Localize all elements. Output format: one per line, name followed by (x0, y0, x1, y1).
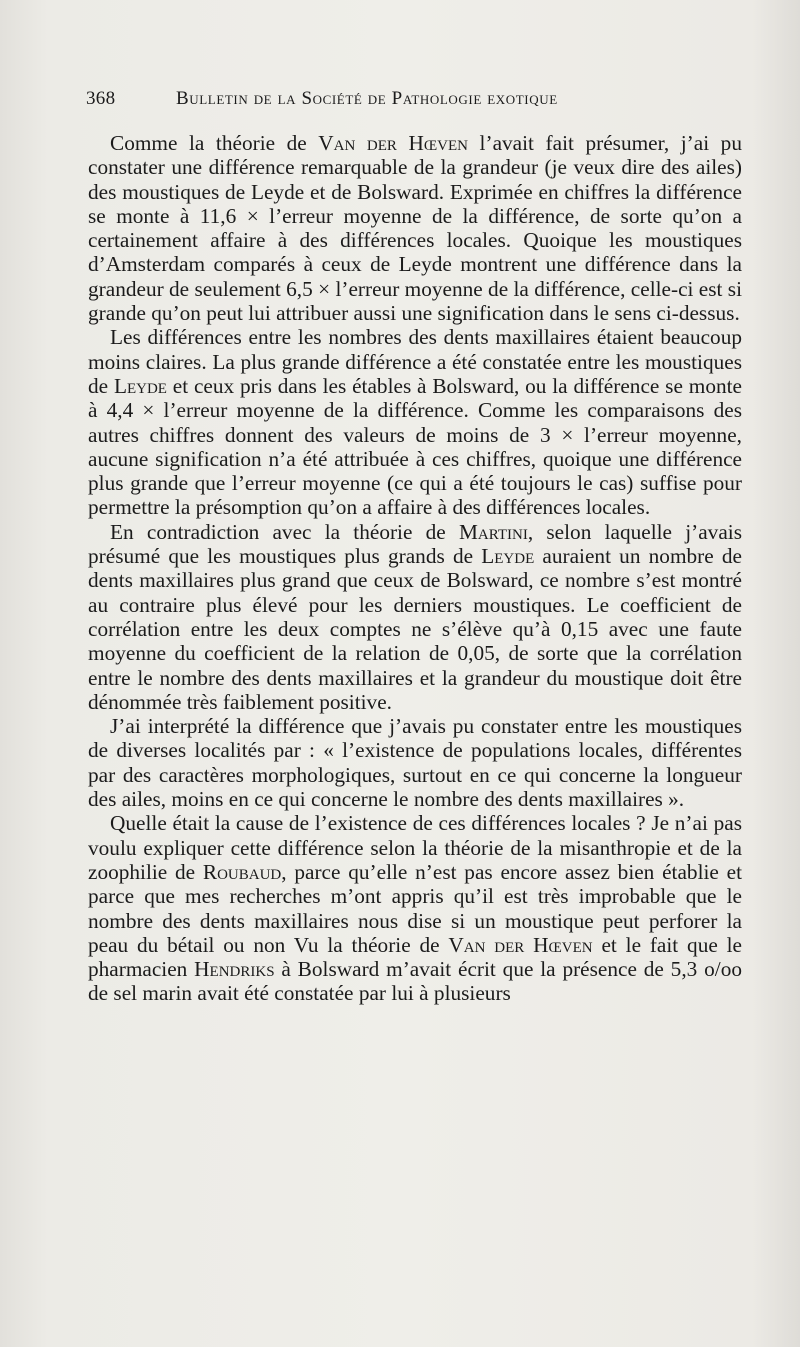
text-run: En contradiction avec la théorie de (110, 519, 459, 544)
page-number: 368 (86, 88, 116, 109)
text-run: à Bolsward m’avait écrit que la présence de 5,3 o/oo de sel marin avait été constatée par lui à plusieurs (88, 957, 742, 1006)
text-run: l’avait fait présumer, j’ai pu constater une différence remarquable de la grandeur (je veux dire des ailes) des moustiques de Leyde et de Bolsward. Exprimée en chiffres la différence se monte à 11,6 × l’erreur moyenne de la différence, de sorte qu’on a certainement affaire à des différences locales. Quoique les moustiques d’Amsterdam comparés à ceux de Leyde montrent une différence dans la grandeur de seulement 6,5 × l’erreur moyenne de la différence, celle-ci est si grande qu’on peut lui attribuer aussi une signification dans le sens ci-dessus. (88, 131, 742, 326)
text-run: Les différences entre les nombres des dents maxillaires étaient beaucoup moins claires. La plus grande différence a été constatée entre les moustiques de (88, 325, 742, 398)
place-name: Leyde (113, 373, 167, 398)
text-run: auraient un nombre de dents maxillaires plus grand que ceux de Bolsward, ce nombre s’est montré au contraire plus élevé pour les derniers moustiques. Le coefficient de corrélation entre les deux comptes ne s’élève qu’à 0,15 avec une faute moyenne du coefficient de la relation de 0,05, de sorte que la corrélation entre le nombre des dents maxillaires et la grandeur du moustique doit être dénommée très faiblement positive. (88, 544, 742, 714)
paragraph-4 (88, 714, 742, 811)
text-run: , selon laquelle j’avais présumé que les moustiques plus grands de (88, 519, 742, 569)
text-run: et le fait que le pharmacien (88, 932, 742, 982)
paragraph-2 (88, 325, 742, 519)
text-run: Comme la théorie de (110, 131, 319, 155)
author-name: Van der Hœven (318, 131, 468, 155)
text-run: Quelle était la cause de l’existence de ces différences locales ? Je n’ai pas voulu expliquer cette différence selon la théorie de la misanthropie et de la zoophilie de (88, 811, 742, 884)
running-title: Bulletin de la Société de Pathologie exotique (176, 88, 558, 109)
author-name: Roubaud (202, 859, 282, 884)
paragraph-1 (88, 131, 742, 325)
paragraph-3 (88, 520, 742, 714)
text-run: J’ai interprété la différence que j’avais pu constater entre les moustiques de diverses localités par : « l’existence de populations locales, différentes par des caractères morphologiques, surtout en ce qui concerne la longueur des ailes, moins en ce qui concerne le nombre des dents maxillaires ». (88, 714, 742, 812)
body-text (88, 131, 742, 1006)
text-run: , parce qu’elle n’est pas encore assez bien établie et parce que mes recherches m’ont appris qu’il est très improbable que le nombre des dents maxillaires nous dise si un moustique peut perforer la peau du bétail ou non Vu la théorie de (88, 859, 742, 957)
person-name: Hendriks (194, 957, 275, 982)
author-name: Van der Hœven (448, 932, 593, 957)
page-header (86, 88, 740, 118)
text-run: et ceux pris dans les étables à Bolsward, ou la différence se monte à 4,4 × l’erreur moyenne de la différence. Comme les comparaisons des autres chiffres donnent des valeurs de moins de 3 × l’erreur moyenne, aucune signification n’a été attribuée à ces chiffres, quoique une différence plus grande que l’erreur moyenne (ce qui a été toujours le cas) suffise pour permettre la présomption qu’on a affaire à des différences locales. (88, 373, 742, 520)
place-name: Leyde (481, 544, 535, 569)
paragraph-5 (88, 811, 742, 1005)
author-name: Martini (458, 519, 528, 544)
